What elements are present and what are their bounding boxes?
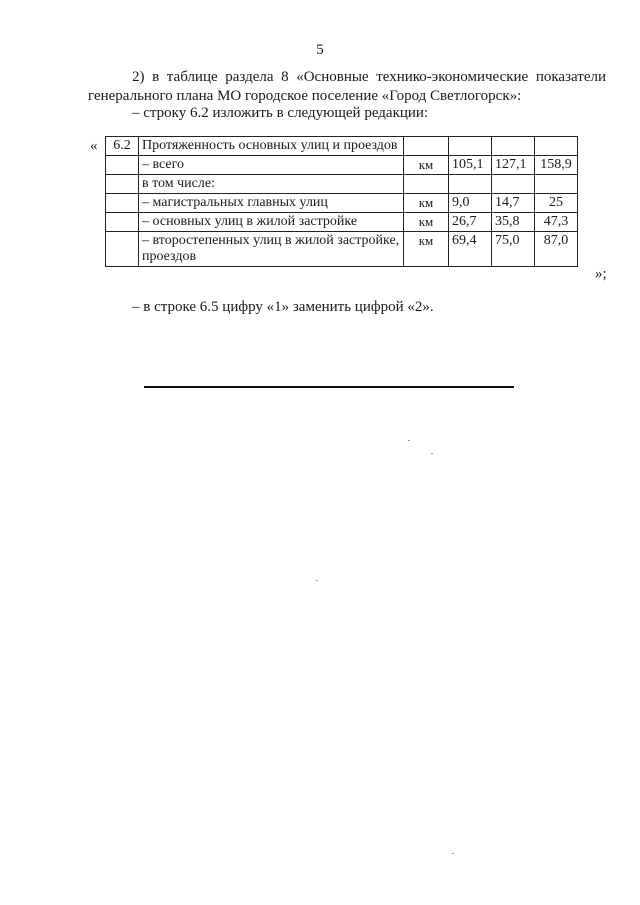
row-number-cell [106, 156, 139, 175]
scan-speck [452, 853, 454, 854]
unit-cell: км [404, 194, 449, 213]
row-number-cell [106, 175, 139, 194]
closing-quote: »; [595, 266, 607, 282]
value-stage-3-cell: 158,9 [535, 156, 578, 175]
table-row [106, 194, 578, 213]
value-stage-1-cell: 105,1 [449, 156, 492, 175]
indicator-name-cell: – основных улиц в жилой застройке [139, 213, 404, 232]
value-stage-2-cell [492, 175, 535, 194]
value-stage-1-cell: 9,0 [449, 194, 492, 213]
scan-speck [408, 440, 410, 441]
table-row [106, 232, 578, 267]
table-row [106, 213, 578, 232]
row-number-cell: 6.2 [106, 137, 139, 156]
value-stage-1-cell: 26,7 [449, 213, 492, 232]
paragraph-row-instruction: – строку 6.2 изложить в следующей редакции: [132, 105, 429, 121]
value-stage-3-cell: 47,3 [535, 213, 578, 232]
row-number-cell [106, 194, 139, 213]
scan-speck [316, 580, 318, 581]
value-stage-1-cell [449, 175, 492, 194]
value-stage-3-cell [535, 175, 578, 194]
value-stage-2-cell [492, 137, 535, 156]
paragraph-row-6-5-instruction: – в строке 6.5 цифру «1» заменить цифрой «2». [132, 299, 434, 315]
indicator-name-cell: – второстепенных улиц в жилой застройке, проездов [139, 232, 404, 267]
value-stage-2-cell: 127,1 [492, 156, 535, 175]
row-number-cell [106, 232, 139, 267]
indicator-name-cell: – магистральных главных улиц [139, 194, 404, 213]
value-stage-3-cell [535, 137, 578, 156]
unit-cell [404, 137, 449, 156]
unit-cell: км [404, 232, 449, 267]
indicator-name-cell: в том числе: [139, 175, 404, 194]
unit-cell [404, 175, 449, 194]
value-stage-1-cell: 69,4 [449, 232, 492, 267]
end-rule [144, 386, 514, 388]
row-number-cell [106, 213, 139, 232]
value-stage-1-cell [449, 137, 492, 156]
table-row [106, 156, 578, 175]
unit-cell: км [404, 156, 449, 175]
table-row [106, 175, 578, 194]
indicator-name-cell: Протяженность основных улиц и проездов [139, 137, 404, 156]
value-stage-3-cell: 87,0 [535, 232, 578, 267]
scan-speck [431, 453, 433, 454]
value-stage-3-cell: 25 [535, 194, 578, 213]
indicators-table [105, 136, 578, 267]
value-stage-2-cell: 35,8 [492, 213, 535, 232]
table-row [106, 137, 578, 156]
opening-quote: « [90, 138, 98, 154]
paragraph-amendment-intro: 2) в таблице раздела 8 «Основные технико-экономические показатели генерального плана МО городское поселение «Город Светлогорск»: [88, 69, 606, 104]
page-number: 5 [316, 42, 324, 58]
value-stage-2-cell: 75,0 [492, 232, 535, 267]
unit-cell: км [404, 213, 449, 232]
indicator-name-cell: – всего [139, 156, 404, 175]
value-stage-2-cell: 14,7 [492, 194, 535, 213]
